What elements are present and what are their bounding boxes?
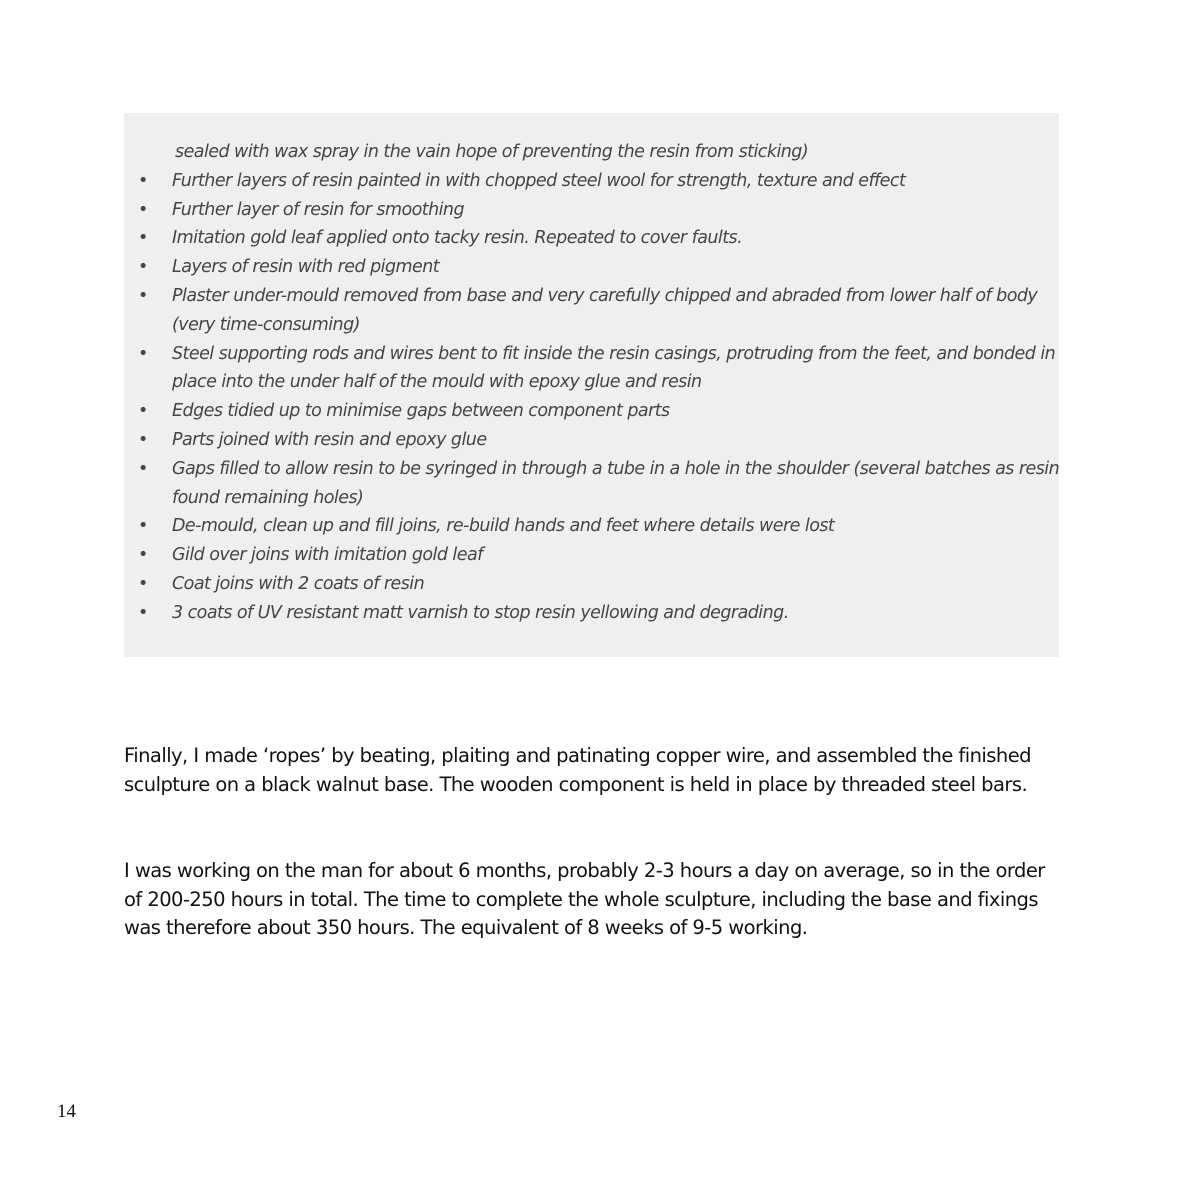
- bullet-icon: •: [138, 401, 148, 422]
- bullet-icon: •: [138, 458, 148, 479]
- process-steps-content: [124, 138, 1069, 628]
- list-item-text: De-mould, clean up and fill joins, re-build hands and feet where details were lost: [172, 516, 835, 537]
- list-item-text: Further layer of resin for smoothing: [172, 199, 465, 220]
- list-item-text: 3 coats of UV resistant matt varnish to stop resin yellowing and degrading.: [172, 602, 789, 623]
- list-item: [124, 167, 1069, 196]
- body-paragraph-time: I was working on the man for about 6 months, probably 2-3 hours a day on average, so in the order of 200-250 hours in total. The time to complete the whole sculpture, including the base and fixings was therefore about 350 hours. The equivalent of 8 weeks of 9-5 working.: [124, 859, 1045, 939]
- list-item: [124, 340, 1069, 398]
- bullet-icon: •: [138, 343, 148, 364]
- list-item: [124, 512, 1069, 541]
- list-item-text: Further layers of resin painted in with chopped steel wool for strength, texture and effect: [172, 170, 906, 191]
- page-number: 14: [57, 1101, 76, 1122]
- list-item: [124, 397, 1069, 426]
- bullet-icon: •: [138, 516, 148, 537]
- bullet-icon: •: [138, 429, 148, 450]
- list-item-text: Imitation gold leaf applied onto tacky resin. Repeated to cover faults.: [172, 228, 743, 249]
- bullet-icon: •: [138, 228, 148, 249]
- list-item: [124, 196, 1069, 225]
- list-item-text: Layers of resin with red pigment: [172, 257, 440, 278]
- bullet-icon: •: [138, 170, 148, 191]
- list-item: [124, 426, 1069, 455]
- bullet-icon: •: [138, 602, 148, 623]
- bullet-icon: •: [138, 545, 148, 566]
- list-item: [124, 599, 1069, 628]
- list-item: [124, 253, 1069, 282]
- list-item-text: Gild over joins with imitation gold leaf: [172, 545, 483, 566]
- bullet-icon: •: [138, 285, 148, 306]
- continuation-line: sealed with wax spray in the vain hope of preventing the resin from sticking): [175, 142, 809, 162]
- list-item-text: Coat joins with 2 coats of resin: [172, 573, 425, 594]
- list-item-text: Parts joined with resin and epoxy glue: [172, 429, 487, 450]
- list-item: [124, 455, 1069, 513]
- list-item: [124, 570, 1069, 599]
- list-item-text: Plaster under-mould removed from base and very carefully chipped and abraded from lower half of body (very time-consuming): [172, 285, 1038, 335]
- bullet-icon: •: [138, 257, 148, 278]
- list-item-text: Edges tidied up to minimise gaps between component parts: [172, 401, 670, 422]
- bullet-icon: •: [138, 573, 148, 594]
- list-item-text: Steel supporting rods and wires bent to fit inside the resin casings, protruding from the feet, and bonded in place into the under half of the mould with epoxy glue and resin: [172, 343, 1056, 393]
- list-item-text: Gaps filled to allow resin to be syringed in through a tube in a hole in the shoulder (several batches as resin found remaining holes): [172, 458, 1060, 508]
- body-paragraph-ropes: Finally, I made ‘ropes’ by beating, plaiting and patinating copper wire, and assembled the finished sculpture on a black walnut base. The wooden component is held in place by threaded steel bars.: [124, 744, 1031, 796]
- process-steps-list: [124, 167, 1069, 628]
- bullet-icon: •: [138, 199, 148, 220]
- list-item: [124, 282, 1069, 340]
- list-item: [124, 224, 1069, 253]
- list-item: [124, 541, 1069, 570]
